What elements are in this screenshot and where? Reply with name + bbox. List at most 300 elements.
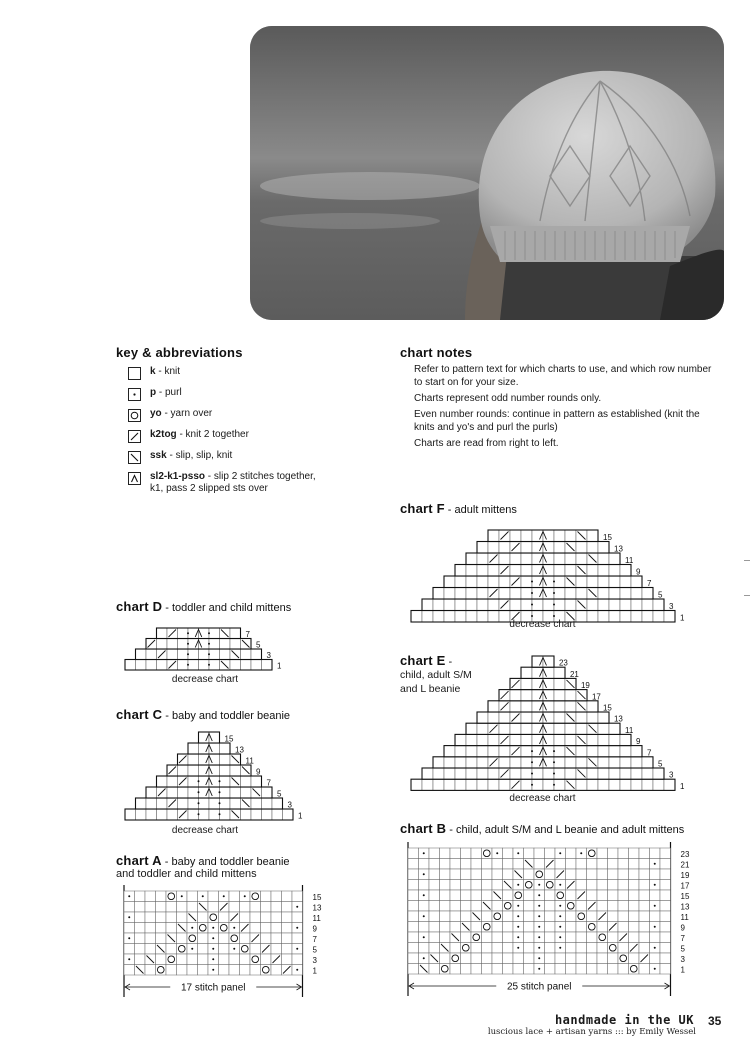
chart-cell: [576, 553, 587, 565]
chart-cell: [492, 880, 503, 891]
chart-e-caption: decrease chart: [509, 793, 576, 804]
chart-cell: [598, 768, 609, 779]
chart-cell: [620, 565, 631, 577]
chart-cell: [608, 859, 619, 870]
chart-cell: [240, 902, 251, 913]
row-number: 13: [680, 902, 690, 912]
chart-cell: [188, 743, 199, 754]
chart-d-caption: decrease chart: [171, 674, 239, 685]
purl-mark: [296, 927, 298, 929]
purl-mark: [187, 664, 189, 666]
chart-cell: [499, 542, 510, 554]
chart-cell: [598, 779, 609, 790]
chart-cell: [250, 902, 261, 913]
row-number: 19: [580, 681, 590, 691]
chart-cell: [660, 890, 671, 901]
chart-cell: [209, 809, 220, 820]
chart-cell: [261, 954, 272, 965]
row-number: 13: [614, 544, 623, 554]
chart-cell: [283, 809, 294, 820]
chart-cell: [532, 599, 543, 611]
chart-cell: [178, 628, 189, 639]
chart-cell: [271, 912, 282, 923]
chart-cell: [466, 576, 477, 588]
chart-cell: [477, 768, 488, 779]
chart-cell: [510, 723, 521, 734]
chart-cell: [545, 869, 556, 880]
chart-cell: [450, 880, 461, 891]
chart-cell: [660, 943, 671, 954]
purl-mark: [531, 784, 533, 786]
chart-cell: [499, 553, 510, 565]
chart-cell: [524, 953, 535, 964]
chart-cell: [450, 911, 461, 922]
chart-cell: [166, 965, 177, 976]
chart-cell: [618, 880, 629, 891]
chart-cell: [262, 660, 273, 671]
purl-mark: [423, 852, 425, 854]
row-number: 15: [680, 892, 690, 901]
chart-cell: [492, 922, 503, 933]
chart-cell: [408, 964, 419, 975]
purl-mark: [187, 653, 189, 655]
chart-cell: [620, 757, 631, 768]
chart-cell: [642, 611, 653, 623]
chart-cell: [477, 746, 488, 757]
chart-cell: [521, 542, 532, 554]
purl-mark: [219, 802, 221, 804]
chart-cell: [135, 933, 146, 944]
chart-cell: [220, 743, 231, 754]
chart-cell: [587, 599, 598, 611]
chart-cell: [450, 890, 461, 901]
page-number: 35: [708, 1014, 722, 1028]
chart-cell: [177, 912, 188, 923]
chart-cell: [292, 954, 303, 965]
chart-cell: [198, 944, 209, 955]
row-number: 15: [224, 734, 234, 744]
row-number: 1: [680, 613, 685, 623]
key-item-sl2-k1-psso: sl2-k1-psso - slip 2 stitches together, k1, pass 2 slipped sts over: [128, 471, 368, 501]
purl-mark: [187, 643, 189, 645]
chart-cell: [521, 746, 532, 757]
chart-cell: [629, 953, 640, 964]
purl-mark: [559, 926, 561, 928]
chart-cell: [565, 588, 576, 600]
chart-cell: [554, 701, 565, 712]
chart-cell: [461, 869, 472, 880]
chart-cell: [250, 923, 261, 934]
chart-cell: [272, 798, 283, 809]
chart-cell: [471, 943, 482, 954]
purl-mark: [538, 936, 540, 938]
purl-mark: [559, 936, 561, 938]
row-number: 21: [569, 669, 579, 679]
chart-cell: [629, 859, 640, 870]
chart-cell: [408, 848, 419, 859]
chart-cell: [503, 922, 514, 933]
chart-cell: [411, 779, 422, 790]
chart-cell: [419, 922, 430, 933]
chart-cell: [598, 542, 609, 554]
purl-mark: [531, 592, 533, 594]
chart-cell: [220, 776, 231, 787]
purl-mark: [654, 968, 656, 970]
chart-cell: [524, 922, 535, 933]
chart-cell: [524, 932, 535, 943]
purl-mark: [223, 895, 225, 897]
purl-mark: [553, 761, 555, 763]
chart-e: [411, 655, 705, 791]
chart-cell: [620, 576, 631, 588]
chart-cell: [587, 701, 598, 712]
chart-cell: [146, 798, 157, 809]
chart-cell: [440, 901, 451, 912]
chart-cell: [136, 798, 147, 809]
chart-cell: [188, 649, 199, 660]
chart-cell: [609, 779, 620, 790]
row-number: 1: [680, 965, 685, 975]
chart-cell: [639, 932, 650, 943]
chart-cell: [608, 890, 619, 901]
chart-cell: [598, 723, 609, 734]
chart-cell: [450, 869, 461, 880]
chart-cell: [450, 859, 461, 870]
chart-cell: [482, 880, 493, 891]
chart-cell: [608, 911, 619, 922]
chart-cell: [565, 599, 576, 611]
chart-cell: [166, 923, 177, 934]
purl-mark: [538, 915, 540, 917]
chart-cell: [124, 923, 135, 934]
chart-cell: [618, 901, 629, 912]
chart-cell: [660, 901, 671, 912]
chart-cell: [419, 880, 430, 891]
chart-cell: [566, 848, 577, 859]
chart-cell: [653, 611, 664, 623]
purl-mark: [559, 947, 561, 949]
chart-cell: [587, 565, 598, 577]
row-number: 1: [277, 661, 282, 671]
chart-cell: [230, 628, 241, 639]
chart-cell: [555, 953, 566, 964]
chart-cell: [492, 932, 503, 943]
chart-cell: [618, 911, 629, 922]
chart-cell: [503, 911, 514, 922]
chart-cell: [609, 757, 620, 768]
purl-mark: [531, 761, 533, 763]
chart-cell: [282, 923, 293, 934]
chart-cell: [492, 943, 503, 954]
chart-cell: [250, 944, 261, 955]
chart-cell: [471, 880, 482, 891]
chart-cell: [146, 660, 157, 671]
chart-cell: [510, 690, 521, 701]
purl-mark: [559, 852, 561, 854]
chart-cell: [157, 660, 168, 671]
chart-cell: [587, 890, 598, 901]
chart-cell: [419, 943, 430, 954]
chart-cell: [618, 964, 629, 975]
chart-cell: [429, 932, 440, 943]
chart-cell: [521, 723, 532, 734]
chart-cell: [555, 859, 566, 870]
chart-cell: [639, 964, 650, 975]
chart-cell: [565, 734, 576, 745]
row-number: 1: [679, 781, 685, 791]
chart-cell: [135, 912, 146, 923]
row-number: 9: [312, 924, 317, 934]
chart-cell: [524, 911, 535, 922]
chart-cell: [408, 869, 419, 880]
chart-cell: [503, 890, 514, 901]
chart-e-subtitle-1: child, adult S/M: [400, 669, 472, 681]
chart-cell: [587, 542, 598, 554]
chart-cell: [576, 869, 587, 880]
chart-cell: [597, 943, 608, 954]
chart-cell: [282, 902, 293, 913]
row-number: 23: [558, 658, 568, 668]
chart-cell: [136, 660, 147, 671]
chart-cell: [554, 757, 565, 768]
chart-cell: [466, 757, 477, 768]
chart-cell: [576, 943, 587, 954]
chart-cell: [292, 933, 303, 944]
chart-cell: [521, 553, 532, 565]
key-heading: key & abbreviations: [116, 345, 243, 360]
chart-cell: [408, 953, 419, 964]
chart-cell: [521, 530, 532, 542]
chart-cell: [466, 565, 477, 577]
chart-cell: [639, 922, 650, 933]
purl-mark: [296, 906, 298, 908]
row-number: 5: [277, 789, 282, 799]
chart-cell: [229, 965, 240, 976]
chart-cell: [609, 723, 620, 734]
chart-cell: [521, 565, 532, 577]
chart-cell: [124, 965, 135, 976]
chart-cell: [534, 859, 545, 870]
chart-cell: [156, 933, 167, 944]
chart-cell: [576, 542, 587, 554]
chart-cell: [597, 922, 608, 933]
chart-cell: [543, 768, 554, 779]
chart-cell: [219, 954, 230, 965]
chart-cell: [566, 890, 577, 901]
chart-cell: [521, 678, 532, 689]
chart-cell: [642, 588, 653, 600]
chart-cell: [482, 859, 493, 870]
chart-cell: [510, 599, 521, 611]
chart-cell: [642, 768, 653, 779]
edge-mark: [744, 560, 750, 561]
chart-cell: [587, 964, 598, 975]
chart-cell: [554, 746, 565, 757]
chart-cell: [554, 553, 565, 565]
chart-cell: [631, 768, 642, 779]
chart-cell: [521, 768, 532, 779]
chart-cell: [199, 660, 210, 671]
row-number: 7: [646, 748, 652, 758]
chart-cell: [220, 765, 231, 776]
chart-cell: [566, 869, 577, 880]
chart-cell: [220, 809, 231, 820]
chart-cell: [565, 530, 576, 542]
chart-cell: [513, 953, 524, 964]
purl-mark: [654, 947, 656, 949]
purl-mark: [212, 948, 214, 950]
note-2: Charts represent odd number rounds only.: [414, 393, 602, 404]
chart-cell: [576, 757, 587, 768]
chart-cell: [660, 964, 671, 975]
chart-cell: [576, 880, 587, 891]
chart-cell: [262, 798, 273, 809]
row-number: 11: [680, 913, 689, 922]
chart-cell: [178, 798, 189, 809]
chart-cell: [510, 734, 521, 745]
chart-cell: [554, 588, 565, 600]
purl-mark: [531, 581, 533, 583]
chart-cell: [471, 890, 482, 901]
purl-mark: [553, 615, 555, 617]
chart-cell: [292, 891, 303, 902]
chart-cell: [167, 776, 178, 787]
chart-cell: [587, 869, 598, 880]
row-number: 7: [312, 935, 317, 944]
chart-cell: [492, 859, 503, 870]
chart-cell: [587, 880, 598, 891]
chart-cell: [135, 954, 146, 965]
chart-cell: [477, 712, 488, 723]
chart-cell: [145, 965, 156, 976]
chart-cell: [156, 891, 167, 902]
chart-cell: [513, 964, 524, 975]
chart-cell: [639, 901, 650, 912]
chart-cell: [136, 809, 147, 820]
purl-mark: [219, 780, 221, 782]
chart-cell: [488, 746, 499, 757]
chart-cell: [608, 953, 619, 964]
purl-mark: [212, 969, 214, 971]
chart-cell: [503, 932, 514, 943]
chart-cell: [608, 932, 619, 943]
chart-cell: [545, 943, 556, 954]
chart-cell: [450, 922, 461, 933]
chart-cell: [587, 734, 598, 745]
chart-c: [125, 731, 323, 821]
chart-cell: [554, 667, 565, 678]
purl-mark: [538, 957, 540, 959]
row-number: 9: [256, 767, 261, 777]
chart-f-title: chart F - adult mittens: [400, 501, 517, 516]
chart-cell: [241, 660, 252, 671]
key-item-knit: k - knit: [128, 366, 368, 387]
purl-mark: [198, 780, 200, 782]
purl-mark: [423, 915, 425, 917]
chart-cell: [597, 964, 608, 975]
chart-cell: [650, 869, 661, 880]
chart-cell: [157, 776, 168, 787]
chart-cell: [587, 576, 598, 588]
chart-cell: [167, 639, 178, 650]
chart-cell: [488, 779, 499, 790]
chart-cell: [450, 943, 461, 954]
chart-cell: [499, 779, 510, 790]
chart-cell: [471, 953, 482, 964]
chart-cell: [565, 690, 576, 701]
chart-cell: [251, 798, 262, 809]
chart-f: [411, 529, 705, 623]
chart-cell: [587, 712, 598, 723]
chart-cell: [444, 757, 455, 768]
chart-cell: [187, 902, 198, 913]
chart-cell: [631, 611, 642, 623]
chart-cell: [620, 734, 631, 745]
chart-cell: [660, 922, 671, 933]
chart-cell: [422, 779, 433, 790]
chart-cell: [188, 787, 199, 798]
purl-mark: [423, 957, 425, 959]
chart-cell: [524, 901, 535, 912]
chart-cell: [543, 599, 554, 611]
chart-cell: [524, 943, 535, 954]
purl-mark: [654, 926, 656, 928]
chart-cell: [177, 965, 188, 976]
purl-mark: [559, 884, 561, 886]
chart-cell: [503, 943, 514, 954]
chart-cell: [422, 768, 433, 779]
chart-cell: [510, 701, 521, 712]
chart-cell: [157, 798, 168, 809]
chart-cell: [157, 639, 168, 650]
chart-cell: [482, 964, 493, 975]
row-number: 21: [680, 860, 690, 870]
chart-cell: [241, 776, 252, 787]
chart-cell: [545, 901, 556, 912]
chart-cell: [534, 848, 545, 859]
chart-cell: [521, 588, 532, 600]
chart-cell: [408, 911, 419, 922]
chart-cell: [188, 809, 199, 820]
chart-cell: [440, 848, 451, 859]
chart-cell: [455, 768, 466, 779]
chart-cell: [156, 902, 167, 913]
chart-cell: [566, 943, 577, 954]
chart-cell: [554, 542, 565, 554]
chart-cell: [587, 859, 598, 870]
chart-cell: [618, 869, 629, 880]
chart-e-subtitle-2: and L beanie: [400, 683, 461, 695]
chart-a-title: chart A - baby and toddler beanie: [116, 853, 290, 868]
chart-cell: [440, 890, 451, 901]
row-number: 1: [312, 966, 317, 976]
purl-mark: [187, 632, 189, 634]
row-number: 7: [266, 778, 271, 788]
chart-cell: [240, 912, 251, 923]
chart-cell: [187, 954, 198, 965]
chart-cell: [609, 565, 620, 577]
chart-cell: [629, 890, 640, 901]
chart-cell: [576, 779, 587, 790]
chart-cell: [145, 923, 156, 934]
row-number: 9: [636, 567, 641, 577]
chart-cell: [440, 922, 451, 933]
chart-cell: [282, 944, 293, 955]
chart-cell: [166, 944, 177, 955]
purl-mark: [423, 936, 425, 938]
chart-cell: [466, 779, 477, 790]
chart-cell: [240, 933, 251, 944]
